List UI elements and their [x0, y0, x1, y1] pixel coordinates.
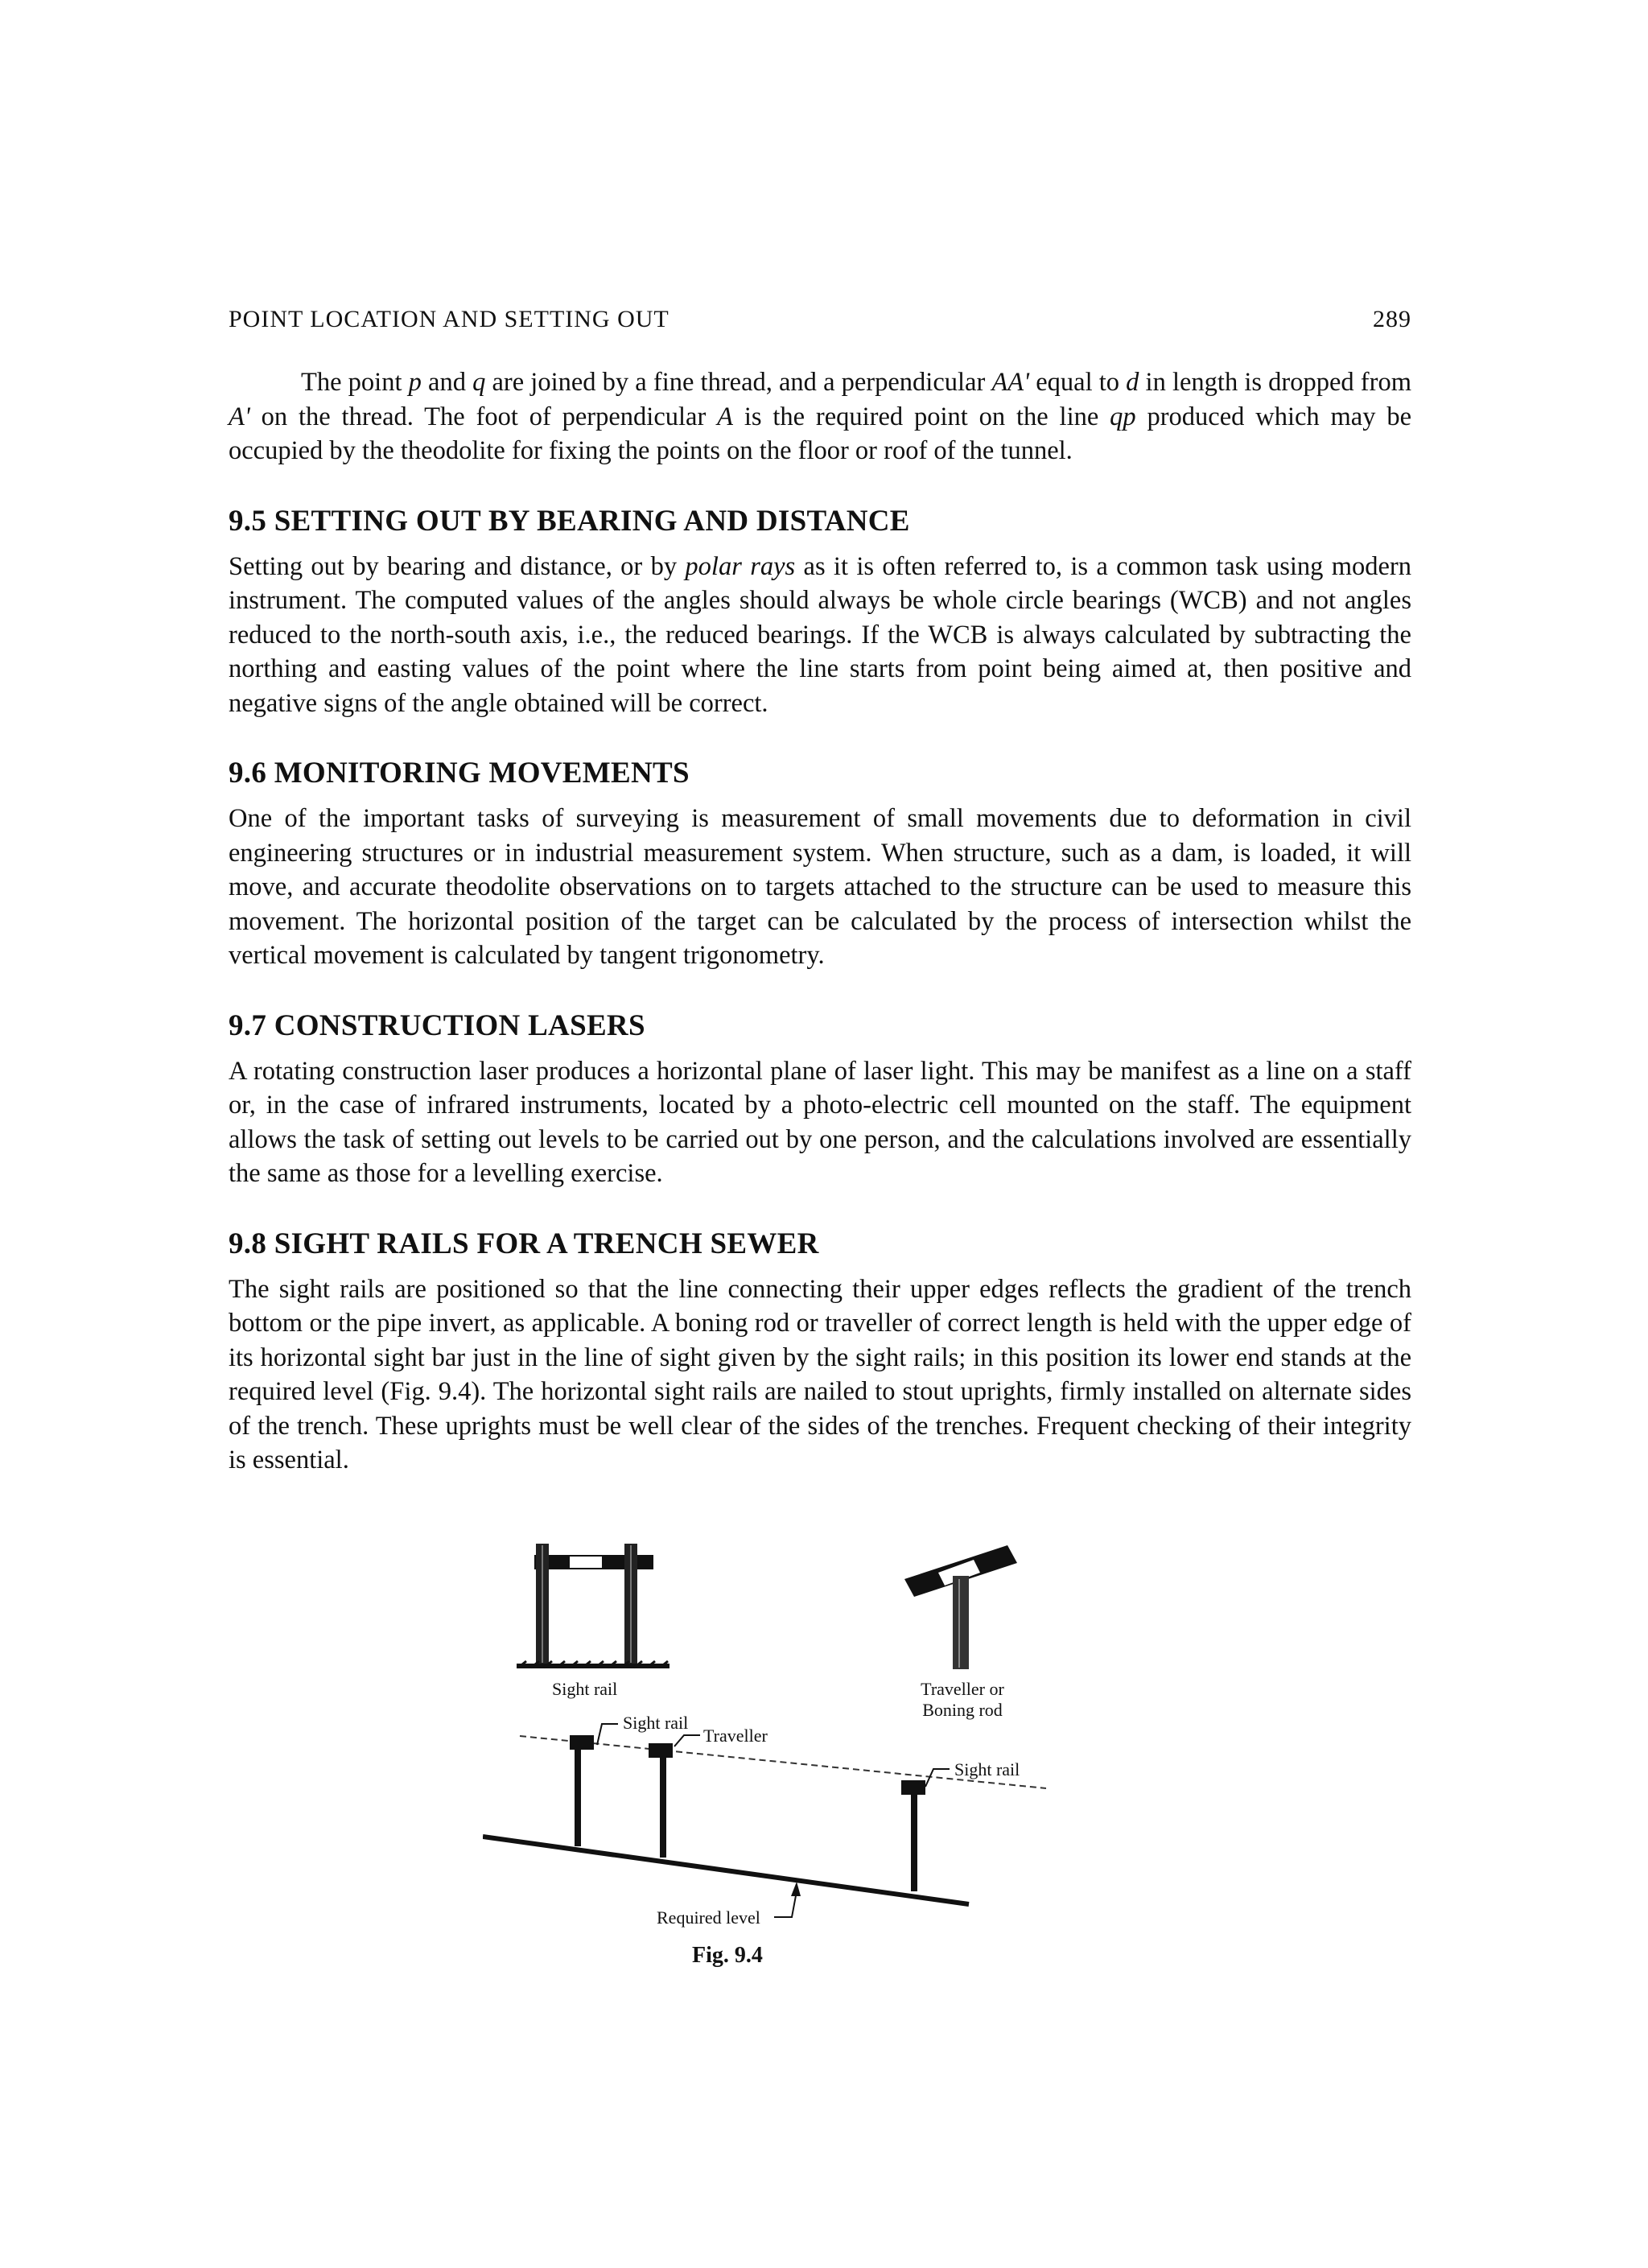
- intro-paragraph: The point p and q are joined by a fine thread, and a perpendicular AA' equal to d in length is dropped from A' on the thread. The foot of perpendicular A is the required point on the line qp produced which may be occupied by the theodolite for fixing the points on the floor or roof of the tunnel.: [229, 368, 1411, 465]
- label-sight-rail-top: Sight rail: [552, 1679, 618, 1699]
- running-head: [229, 306, 1411, 333]
- label-required-level: Required level: [657, 1907, 760, 1928]
- section-heading-9-6: 9.6 MONITORING MOVEMENTS: [229, 757, 690, 790]
- figure-9-4: [483, 1537, 1159, 1988]
- page-number: 289: [1373, 306, 1411, 332]
- label-boning-rod: Boning rod: [922, 1700, 1003, 1720]
- section-heading-9-5: 9.5 SETTING OUT BY BEARING AND DISTANCE: [229, 504, 910, 538]
- section-paragraph-9-8: The sight rails are positioned so that the line connecting their upper edges reflects the gradient of the trench bottom or the pipe invert, as applicable. A boning rod or traveller of correct length is held with the upper edge of its horizontal sight bar just in the line of sight given by the sight rails; in this position its lower end stands at the required level (Fig. 9.4). The horizontal sight rails are nailed to stout uprights, firmly installed on alternate sides of the trench. These uprights must be well clear of the sides of the trenches. Frequent checking of their integrity is essential.: [229, 1274, 1411, 1474]
- sight-rail-frame-illustration: [517, 1544, 670, 1668]
- section-paragraph-9-6: One of the important tasks of surveying is measurement of small movements due to deformation in civil engineering structures or in industrial measurement system. When structure, such as a dam, is loaded, it will move, and accurate theodolite observations on to targets attached to the structure can be used to measure this movement. The horizontal position of the target can be calculated by the process of intersection whilst the vertical movement is calculated by tangent trigonometry.: [229, 804, 1411, 970]
- section-paragraph-9-5: Setting out by bearing and distance, or by polar rays as it is often referred to, is a common task using modern instrument. The computed values of the angles should always be whole circle bearings (WCB) and not angles reduced to the north-south axis, i.e., the reduced bearings. If the WCB is always calculated by subtracting the northing and easting values of the point where the line starts from point being aimed at, then positive and negative signs of the angle obtained will be correct.: [229, 551, 1411, 718]
- traveller-illustration: [904, 1545, 1017, 1669]
- label-traveller: Traveller: [703, 1726, 768, 1746]
- section-heading-9-8: 9.8 SIGHT RAILS FOR A TRENCH SEWER: [229, 1227, 819, 1260]
- figure-svg: [483, 1537, 1159, 1988]
- section-paragraph-9-7: A rotating construction laser produces a horizontal plane of laser light. This may be manifest as a line on a staff or, in the case of infrared instruments, located by a photo-electric cell mounted on the staff. The equipment allows the task of setting out levels to be carried out by one person, and the calculations involved are essentially the same as those for a levelling exercise.: [229, 1056, 1411, 1188]
- trench-profile: [483, 1724, 1046, 1917]
- page: [229, 306, 1411, 1478]
- figure-caption: Fig. 9.4: [692, 1943, 763, 1968]
- label-sight-rail-2: Sight rail: [954, 1759, 1020, 1779]
- label-traveller-or: Traveller or: [921, 1679, 1004, 1699]
- running-title: POINT LOCATION AND SETTING OUT: [229, 306, 670, 332]
- section-heading-9-7: 9.7 CONSTRUCTION LASERS: [229, 1008, 645, 1042]
- label-sight-rail-1: Sight rail: [623, 1713, 689, 1733]
